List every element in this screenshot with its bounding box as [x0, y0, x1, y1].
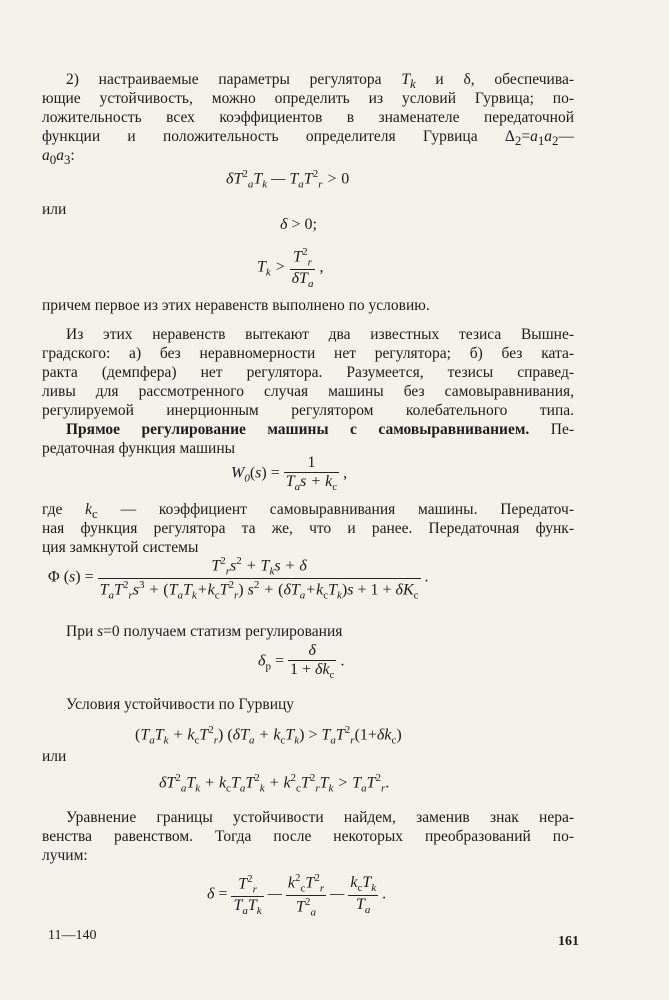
p6: Условия устойчивости по Гурвицу — [66, 696, 295, 713]
p5: При s=0 получаем статизм регулирования — [66, 623, 343, 640]
equation-phi: Φ (s) = $\frac{T^2_rs^2 + T_ks + \delta}{T_aT^2_rs^3 + (T_aT_k+k_cT^2_r) s^2 + (\delta T_a+k_cT_k)s + 1 + \delta K_c}$ . — [48, 555, 429, 602]
equation-1: $\delta T^2_aT_k$ — $T_aT^2_r > 0$ — [226, 168, 350, 191]
or-1: или — [42, 201, 67, 218]
p4-line-3: ция замкнутой системы — [42, 539, 199, 556]
p4-line-2: ная функция регулятора та же, что и ранее. Передаточная функ- — [42, 520, 574, 537]
equation-hurwitz-1: $(T_aT_k + k_cT^2_r) (\delta T_a + k_cT_k) > T_aT^2_r(1+\delta k_c)$ — [135, 724, 402, 747]
p7-line-3: лучим: — [42, 847, 88, 864]
equation-hurwitz-2: $\delta T^2_aT_k + k_cT_aT^2_k + k^2_cT^2_rT_k > T_aT^2_r$. — [159, 772, 390, 795]
p3-line-1: Прямое регулирование машины с самовыравниванием. Пе- — [66, 421, 575, 438]
section-heading: Прямое регулирование машины с самовыравниванием. — [66, 421, 530, 438]
p2-line-1: Из этих неравенств вытекают два известных тезиса Вышне- — [66, 326, 574, 343]
or-2: или — [42, 748, 67, 765]
p1-line-5: $a_0a_3$: — [42, 147, 75, 168]
p7-line-1: Уравнение границы устойчивости найдем, заменив знак нера- — [66, 809, 574, 826]
equation-statism: $\delta_p$ = $\frac{\delta}{1 + \delta k_c}$ . — [258, 642, 345, 682]
p2-line-5: регулируемой инерционным регулятором колебательного типа. — [42, 402, 574, 419]
p3-line-2: редаточная функция машины — [42, 440, 236, 457]
p2-line-3: ракта (демпфера) нет регулятора. Разумеется, тезисы справед- — [42, 364, 574, 381]
p1-line-4: функции и положительность определителя Гурвица $\Delta_2=a_1a_2—$ — [42, 128, 574, 149]
p1-line-2: ющие устойчивость, можно определить из условий Гурвица; по- — [42, 90, 574, 107]
p2-line-4: ливы для рассмотренного случая машины без самовыравнивания, — [42, 383, 574, 400]
p2-line-2: градского: а) без неравномерности нет регулятора; б) без ката- — [42, 345, 574, 362]
equation-boundary: δ = $\frac{T^2_r}{T_aT_k}$ — $\frac{k^2_cT^2_r}{T^2_a}$ — $\frac{k_cT_k}{T_a}$ . — [207, 872, 387, 919]
equation-w0: $W_0(s)$ = $\frac{1}{T_as + k_c}$ , — [231, 454, 348, 494]
p1-line-3: ложительность всех коэффициентов в знаменателе передаточной — [42, 109, 574, 126]
p4-line-1: где $k_c$ — коэффициент самовыравнивания машины. Передаточ- — [42, 501, 574, 522]
after-inequality: причем первое из этих неравенств выполнено по условию. — [42, 297, 430, 314]
p7-line-2: венства равенством. Тогда после некоторых преобразований по- — [42, 828, 574, 845]
equation-3: $T_k$ > $\frac{T^2_r}{\delta T_a}$ , — [257, 246, 324, 290]
p1-line-1: 2) настраиваемые параметры регулятора $T_k$ и δ, обеспечива- — [66, 71, 574, 92]
signature-mark: 11—140 — [48, 928, 97, 943]
page-number: 161 — [558, 934, 579, 949]
equation-2: δ > 0; — [280, 216, 317, 233]
